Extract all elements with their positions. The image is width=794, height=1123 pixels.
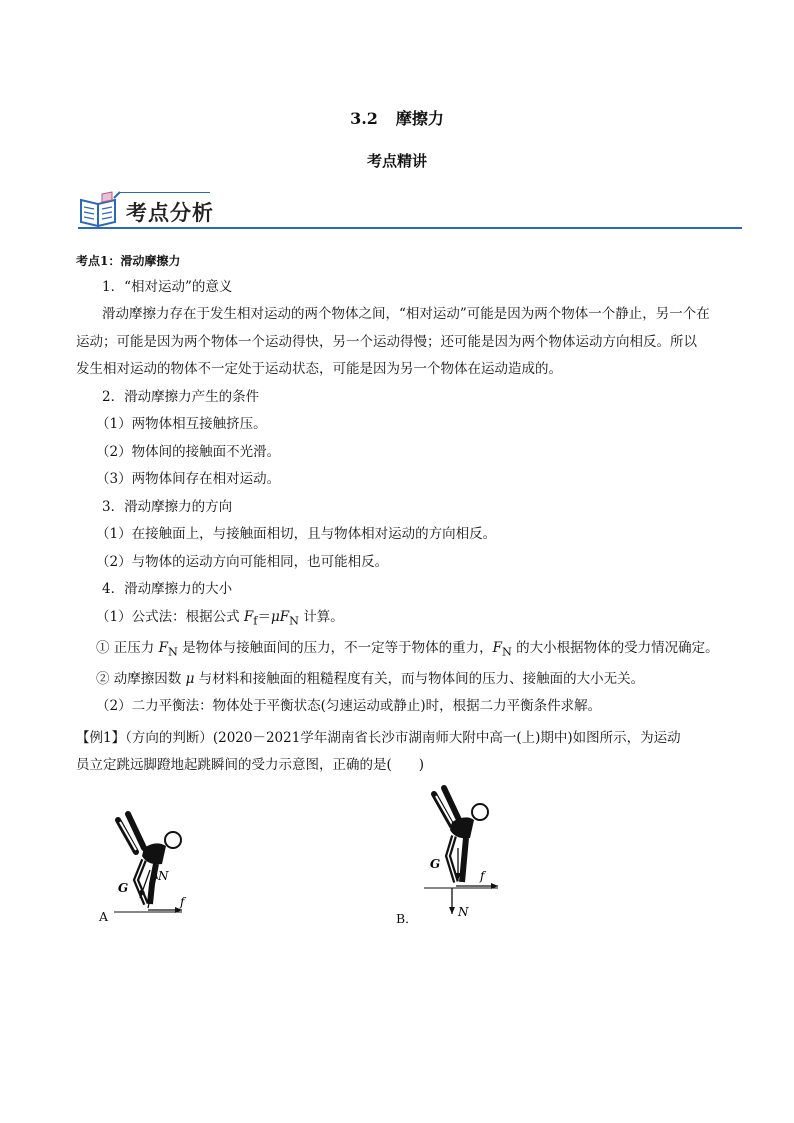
para-1-line-1: 滑动摩擦力存在于发生相对运动的两个物体之间，“相对运动”可能是因为两个物体一个静止，另一个在: [102, 306, 710, 322]
label-f-b: f: [480, 869, 485, 883]
condition-3: （3）两物体间存在相对运动。: [96, 471, 281, 487]
heading-4: 4．滑动摩擦力的大小: [102, 581, 233, 597]
example-line-2: 员立定跳远脚蹬地起跳瞬间的受力示意图，正确的是( ): [76, 757, 425, 774]
para-1-line-2: 运动；可能是因为两个物体一个运动得快，另一个运动得慢；还可能是因为两个物体运动方向相反。所以: [76, 333, 697, 350]
label-g-a: G: [118, 881, 129, 895]
method-2: （2）二力平衡法：物体处于平衡状态(匀速运动或静止)时，根据二力平衡条件求解。: [96, 698, 602, 715]
section-number: 3.2: [350, 109, 378, 128]
figure-option-a: [96, 808, 206, 923]
label-n-b: N: [458, 905, 469, 917]
method-1: （1）公式法：根据公式 $F_f=\mu F_N$ 计算。: [96, 608, 344, 628]
direction-2: （2）与物体的运动方向可能相同，也可能相反。: [96, 553, 389, 570]
figure-option-b: [412, 782, 522, 917]
condition-2: （2）物体间的接触面不光滑。: [96, 443, 281, 460]
section-banner: [78, 190, 742, 232]
example-line-1: 【例1】（方向的判断）(2020－2021学年湖南省长沙市湖南师大附中高一(上)期中)如图所示，为运动: [76, 729, 681, 746]
option-b-label: B．: [396, 911, 418, 926]
banner-label: 考点分析: [126, 201, 214, 225]
heading-2: 2．滑动摩擦力产生的条件: [102, 388, 260, 405]
label-n-a: N: [158, 869, 169, 883]
condition-1: （1）两物体相互接触挤压。: [96, 416, 267, 432]
note-1: ① 正压力 $F_N$ 是物体与接触面间的压力，不一定等于物体的重力，$F_N$ 的大小根据物体的受力情况确定。: [96, 639, 719, 659]
note-2: ② 动摩擦因数 μ 与材料和接触面的粗糙程度有关，而与物体间的压力、接触面的大小无关。: [96, 670, 645, 687]
open-book-icon: [78, 190, 122, 228]
page-subtitle: 考点精讲: [366, 152, 427, 170]
heading-1: 1．“相对运动”的意义: [102, 278, 233, 295]
point-heading: 考点1：滑动摩擦力: [76, 254, 181, 268]
body-text: [76, 248, 728, 780]
heading-3: 3．滑动摩擦力的方向: [102, 498, 233, 515]
label-f-a: f: [180, 895, 185, 909]
section-title: [0, 106, 794, 129]
option-a-label: A: [99, 909, 109, 924]
section-name: 摩擦力: [395, 109, 444, 128]
para-1-line-3: 发生相对运动的物体不一定处于运动状态，可能是因为另一个物体在运动造成的。: [76, 361, 562, 377]
label-g-b: G: [430, 857, 441, 871]
direction-1: （1）在接触面上，与接触面相切，且与物体相对运动的方向相反。: [96, 526, 497, 542]
